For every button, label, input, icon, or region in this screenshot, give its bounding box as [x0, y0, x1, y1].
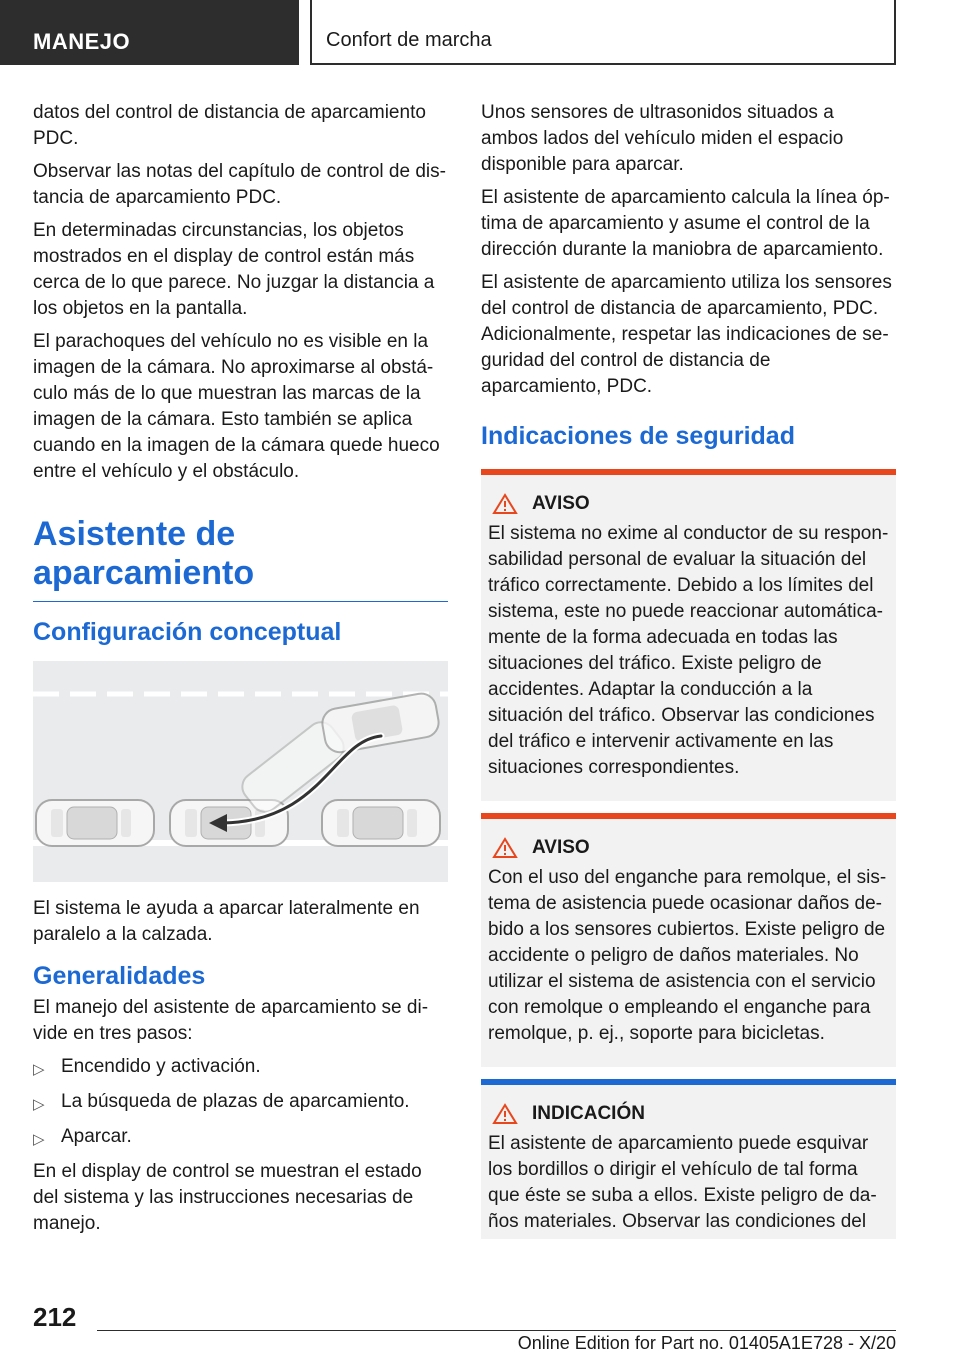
paragraph: Observar las notas del capítulo de control de distancia de aparcamiento PDC. [33, 161, 446, 208]
parking-diagram-svg [33, 661, 448, 882]
warning-text: Con el uso del enganche para remolque, el sistema de asistencia puede ocasionar daños debido a los sensores cubiertos. Existe peligro de accidente o peligro de daños materiales. No utilizar el sistema de asistencia con el servicio con remolque o empleando el enganche para remolque, p. ej., soporte para bicicletas. [488, 867, 887, 1044]
triangle-right-outline-icon: ▷ [33, 1096, 45, 1113]
subsection-title-config: Configuración conceptual [33, 618, 342, 646]
paragraph: El asistente de aparcamiento calcula la línea óptima de aparcamiento y asume el control de la dirección durante la maniobra de aparcamiento. [481, 187, 890, 260]
right-column [481, 100, 896, 1251]
header-chapter-tab [310, 0, 896, 65]
paragraph: El asistente de aparcamiento utiliza los sensores del control de distancia de aparcamiento, PDC. Adicionalmente, respetar las indicaciones de seguridad del control de distancia de aparcamiento, PDC. [481, 272, 892, 397]
notice-title: INDICACIÓN [532, 1103, 645, 1124]
footer-edition: Online Edition for Part no. 01405A1E728 - X/20 [517, 1333, 896, 1353]
warning-triangle-icon [492, 1103, 518, 1125]
left-column [33, 100, 448, 1244]
footer-divider [97, 1330, 896, 1331]
paragraph: El parachoques del vehículo no es visible en la imagen de la cámara. No aproximarse al obstáculo más de lo que muestran las marcas de la imagen de la cámara. Esto también se aplica cuando en la imagen de la cámara quede hueco entre el vehículo y el obstáculo. [33, 331, 440, 482]
header-section-tab [0, 0, 299, 65]
page-number: 212 [33, 1302, 77, 1332]
figure-caption: El sistema le ayuda a aparcar lateralmente en paralelo a la calzada. [33, 898, 420, 945]
paragraph: Unos sensores de ultrasonidos situados a ambos lados del vehículo miden el espacio disponible para aparcar. [481, 102, 844, 175]
paragraph: datos del control de distancia de aparcamiento PDC. [33, 102, 426, 149]
warning-box [481, 469, 896, 801]
parking-illustration [33, 661, 448, 882]
warning-triangle-icon [492, 837, 518, 859]
notice-text: El asistente de aparcamiento puede esquivar los bordillos o dirigir el vehículo de tal forma que éste se suba a ellos. Existe peligro de daños materiales. Observar las condiciones del [488, 1133, 877, 1232]
warning-title: AVISO [532, 837, 590, 858]
triangle-right-outline-icon: ▷ [33, 1061, 45, 1078]
paragraph: En el display de control se muestran el estado del sistema y las instrucciones necesarias de manejo. [33, 1161, 422, 1234]
notice-box [481, 1079, 896, 1239]
header-section-label: MANEJO [33, 29, 131, 54]
triangle-right-outline-icon: ▷ [33, 1131, 45, 1148]
list-item: ▷ Aparcar. [33, 1124, 448, 1150]
warning-triangle-icon [492, 493, 518, 515]
parked-car-icon [322, 800, 440, 846]
steps-list [33, 1054, 448, 1150]
subsection-title-safety: Indicaciones de seguridad [481, 422, 795, 450]
header-chapter-label: Confort de marcha [326, 29, 492, 51]
warning-box [481, 813, 896, 1067]
list-item: ▷ La búsqueda de plazas de aparcamiento. [33, 1089, 448, 1115]
subsection-title-general: Generalidades [33, 962, 206, 990]
list-item: ▷ Encendido y activación. [33, 1054, 448, 1080]
paragraph: El manejo del asistente de aparcamiento se divide en tres pasos: [33, 997, 429, 1044]
section-title: Asistente de aparcamiento [33, 515, 448, 602]
warning-title: AVISO [532, 493, 590, 514]
paragraph: En determinadas circunstancias, los objetos mostrados en el display de control están más cerca de lo que parece. No juzgar la distancia a los objetos en la pantalla. [33, 220, 435, 319]
warning-text: El sistema no exime al conductor de su responsabilidad personal de evaluar la situación del tráfico correctamente. Debido a los límites del sistema, este no puede reaccionar automáticamente de la forma adecuada en todas las situaciones del tráfico. Existe peligro de accidentes. Adaptar la conducción a la situación del tráfico. Observar las condiciones del tráfico e intervenir activamente en las situaciones correspondientes. [488, 523, 889, 778]
parked-car-icon [36, 800, 154, 846]
